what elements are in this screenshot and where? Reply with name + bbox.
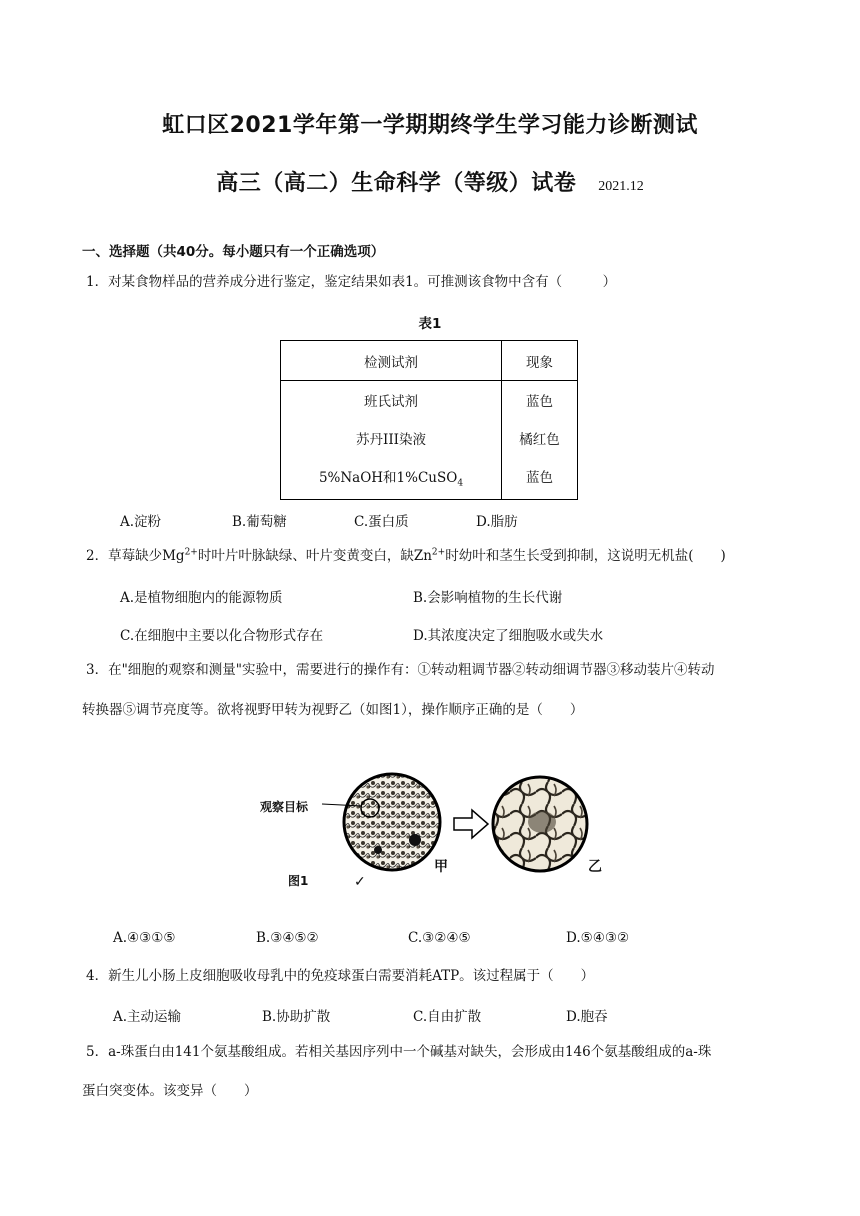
result-column (502, 381, 578, 500)
q3-option-a: A.④③①⑤ (113, 930, 176, 946)
q1-option-a: A.淀粉 (120, 514, 162, 530)
reagent-column (281, 381, 502, 500)
result-cell: 橘红色 (519, 432, 560, 448)
check-mark: ✓ (354, 874, 366, 890)
q2-option-d: D.其浓度决定了细胞吸水或失水 (413, 628, 604, 644)
q1-option-d: D.脂肪 (476, 514, 518, 530)
exam-title: 虹口区2021学年第一学期期终学生学习能力诊断测试 (162, 113, 698, 138)
figure-caption: 图1 (288, 874, 309, 888)
header-result: 现象 (502, 341, 578, 381)
result-cell: 蓝色 (526, 394, 553, 410)
q1-option-c: C.蛋白质 (354, 514, 409, 530)
table-caption: 表1 (418, 316, 442, 332)
question-1: 1．对某食物样品的营养成分进行鉴定，鉴定结果如表1。可推测该食物中含有（ ） (86, 274, 617, 290)
exam-subtitle (0, 166, 860, 197)
q4-option-d: D.胞吞 (566, 1009, 608, 1025)
q2-option-a: A.是植物细胞内的能源物质 (120, 590, 283, 606)
result-table (280, 340, 578, 500)
result-cell: 蓝色 (526, 470, 553, 486)
q3-option-c: C.③②④⑤ (408, 930, 471, 946)
question-5-line1: 5．a-珠蛋白由141个氨基酸组成。若相关基因序列中一个碱基对缺失，会形成由146个氨基酸组成的a-珠 (86, 1044, 712, 1060)
reagent-cell: 班氏试剂 (364, 394, 418, 410)
label-yi: 乙 (588, 859, 602, 875)
q4-option-a: A.主动运输 (113, 1009, 182, 1025)
q2-option-c: C.在细胞中主要以化合物形式存在 (120, 628, 324, 644)
reagent-cell: 苏丹III染液 (356, 432, 426, 448)
question-2: 2．草莓缺少$Mg^{2+}$时叶片叶脉缺绿、叶片变黄变白，缺$Zn^{2+}$时幼叶和茎生长受到抑制，这说明无机盐( ) (86, 547, 726, 564)
section-heading: 一、选择题（共40分。每小题只有一个正确选项） (82, 244, 385, 260)
question-5-line2: 蛋白突变体。该变异（ ） (82, 1083, 258, 1099)
question-3-line2: 转换器⑤调节亮度等。欲将视野甲转为视野乙（如图1），操作顺序正确的是（ ） (82, 702, 584, 718)
q3-option-b: B.③④⑤② (256, 930, 319, 946)
table-header-row (281, 341, 578, 381)
reagent-cell: 5%NaOH和1%CuSO$_4$ (318, 470, 464, 489)
q4-option-c: C.自由扩散 (413, 1009, 482, 1025)
q1-option-b: B.葡萄糖 (232, 514, 287, 530)
figure-1 (250, 760, 630, 900)
subject-title: 高三（高二）生命科学（等级）试卷 (216, 171, 577, 196)
label-jia: 甲 (434, 859, 448, 875)
target-label: 观察目标 (260, 800, 309, 814)
question-3-line1: 3．在"细胞的观察和测量"实验中，需要进行的操作有：①转动粗调节器②转动细调节器③移动装片④转动 (86, 662, 715, 678)
q4-option-b: B.协助扩散 (262, 1009, 331, 1025)
arrow-icon (454, 810, 488, 838)
table-body-row (281, 381, 578, 500)
q3-option-d: D.⑤④③② (566, 930, 630, 946)
exam-date: 2021.12 (598, 179, 644, 194)
q2-option-b: B.会影响植物的生长代谢 (413, 590, 563, 606)
question-4: 4．新生儿小肠上皮细胞吸收母乳中的免疫球蛋白需要消耗ATP。该过程属于（ ） (86, 968, 595, 984)
field-jia (344, 774, 440, 870)
header-reagent: 检测试剂 (281, 341, 502, 381)
